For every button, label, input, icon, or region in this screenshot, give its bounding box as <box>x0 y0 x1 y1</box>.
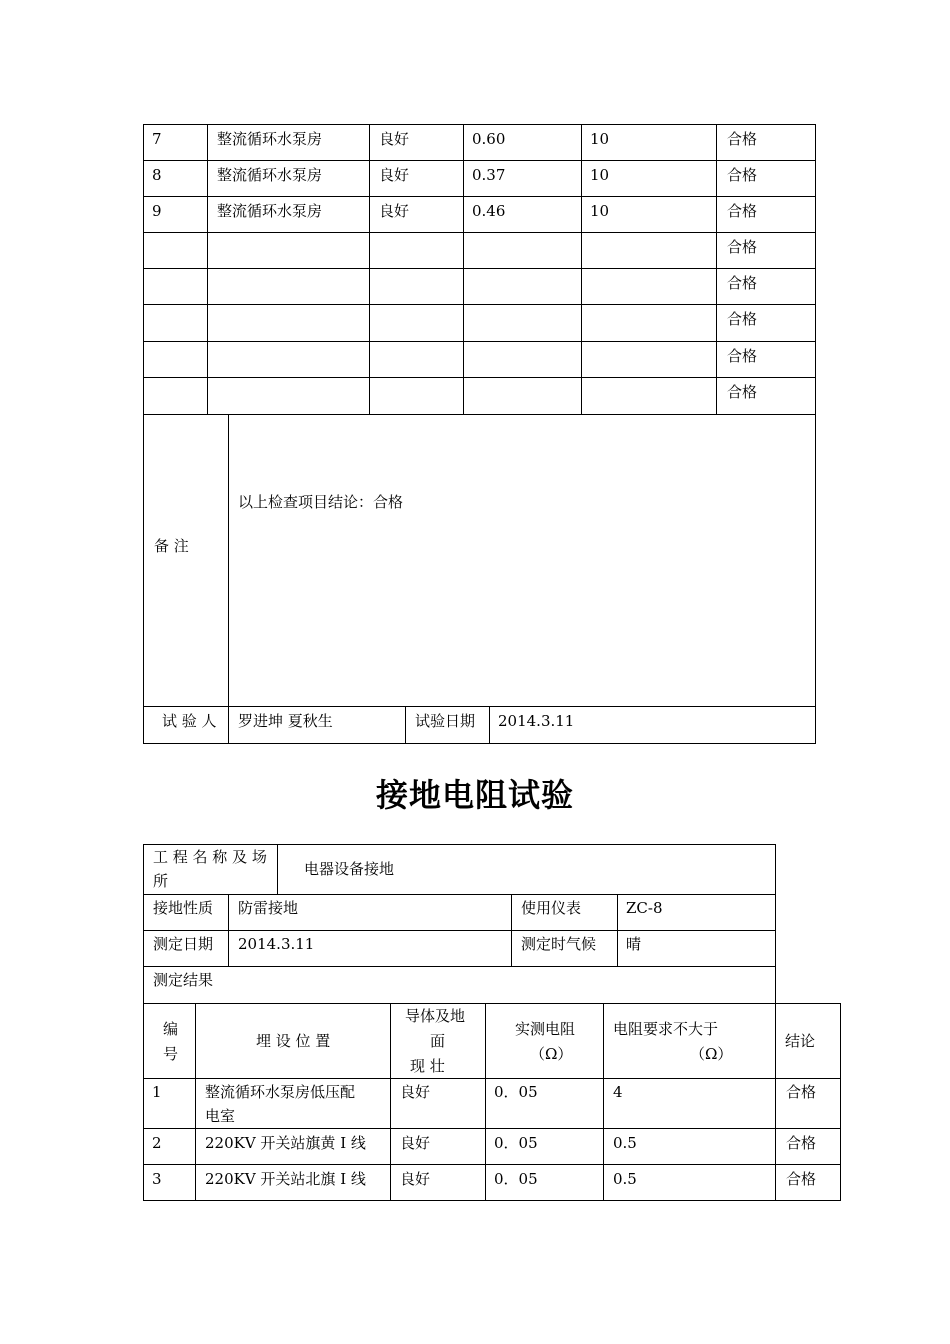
row-number: 2 <box>152 1134 162 1152</box>
condition-cell: 良好 <box>379 166 410 184</box>
conclusion-cell: 合格 <box>727 202 758 220</box>
measured-cell: 0．05 <box>494 1134 538 1152</box>
header-condition-cont: 面 <box>430 1032 446 1050</box>
tester-label: 试 验 人 <box>162 712 217 730</box>
section-title: 接地电阻试验 <box>375 776 574 814</box>
row-number: 9 <box>152 202 162 220</box>
measured-cell: 0.37 <box>472 166 506 184</box>
required-cell: 4 <box>613 1083 623 1101</box>
ground-type-label: 接地性质 <box>153 899 214 917</box>
condition-cell: 良好 <box>379 130 410 148</box>
result-label: 测定结果 <box>153 971 214 989</box>
measured-cell: 0．05 <box>494 1170 538 1188</box>
project-label-cont: 所 <box>153 872 169 890</box>
project-label: 工 程 名 称 及 场 <box>153 848 267 866</box>
conclusion-cell: 合格 <box>786 1170 817 1188</box>
test-date-value: 2014.3.11 <box>498 712 575 730</box>
row-number: 1 <box>152 1083 162 1101</box>
instrument-label: 使用仪表 <box>521 899 582 917</box>
header-required: 电阻要求不大于 <box>613 1020 719 1038</box>
location-cell: 整流循环水泵房低压配 <box>205 1083 356 1101</box>
location-cell: 整流循环水泵房 <box>217 130 323 148</box>
tester-value: 罗进坤 夏秋生 <box>238 712 333 730</box>
remarks-text: 以上检查项目结论：合格 <box>238 493 404 511</box>
ground-type-value: 防雷接地 <box>238 899 299 917</box>
weather-value: 晴 <box>626 935 642 953</box>
measure-date-value: 2014.3.11 <box>238 935 315 953</box>
conclusion-cell: 合格 <box>727 238 758 256</box>
conclusion-cell: 合格 <box>727 166 758 184</box>
header-required-unit: （Ω） <box>690 1045 733 1063</box>
required-cell: 10 <box>590 202 610 220</box>
header-measured: 实测电阻 <box>515 1020 576 1038</box>
header-no-cont: 号 <box>163 1045 179 1063</box>
condition-cell: 良好 <box>400 1083 431 1101</box>
conclusion-cell: 合格 <box>727 130 758 148</box>
header-location: 埋 设 位 置 <box>256 1032 331 1050</box>
required-cell: 0.5 <box>613 1134 637 1152</box>
conclusion-cell: 合格 <box>727 274 758 292</box>
conclusion-cell: 合格 <box>786 1083 817 1101</box>
location-cell: 220KV 开关站旗黄 I 线 <box>205 1134 366 1152</box>
project-value: 电器设备接地 <box>304 860 395 878</box>
condition-cell: 良好 <box>400 1134 431 1152</box>
measured-cell: 0.60 <box>472 130 506 148</box>
required-cell: 10 <box>590 166 610 184</box>
required-cell: 0.5 <box>613 1170 637 1188</box>
instrument-value: ZC-8 <box>626 899 663 917</box>
header-measured-unit: （Ω） <box>530 1045 573 1063</box>
required-cell: 10 <box>590 130 610 148</box>
location-cell-cont: 电室 <box>205 1107 236 1125</box>
location-cell: 整流循环水泵房 <box>217 202 323 220</box>
measured-cell: 0.46 <box>472 202 506 220</box>
conclusion-cell: 合格 <box>727 347 758 365</box>
header-condition: 导体及地 <box>405 1007 466 1025</box>
location-cell: 220KV 开关站北旗 I 线 <box>205 1170 366 1188</box>
measure-date-label: 测定日期 <box>153 935 214 953</box>
row-number: 8 <box>152 166 162 184</box>
header-condition-cont2: 现 壮 <box>410 1057 445 1075</box>
measured-cell: 0．05 <box>494 1083 538 1101</box>
header-no: 编 <box>163 1020 179 1038</box>
remarks-label: 备 注 <box>154 537 189 555</box>
condition-cell: 良好 <box>379 202 410 220</box>
weather-label: 测定时气候 <box>521 935 597 953</box>
row-number: 7 <box>152 130 162 148</box>
header-conclusion: 结论 <box>785 1032 816 1050</box>
condition-cell: 良好 <box>400 1170 431 1188</box>
location-cell: 整流循环水泵房 <box>217 166 323 184</box>
conclusion-cell: 合格 <box>786 1134 817 1152</box>
row-number: 3 <box>152 1170 162 1188</box>
conclusion-cell: 合格 <box>727 310 758 328</box>
conclusion-cell: 合格 <box>727 383 758 401</box>
test-date-label: 试验日期 <box>415 712 476 730</box>
